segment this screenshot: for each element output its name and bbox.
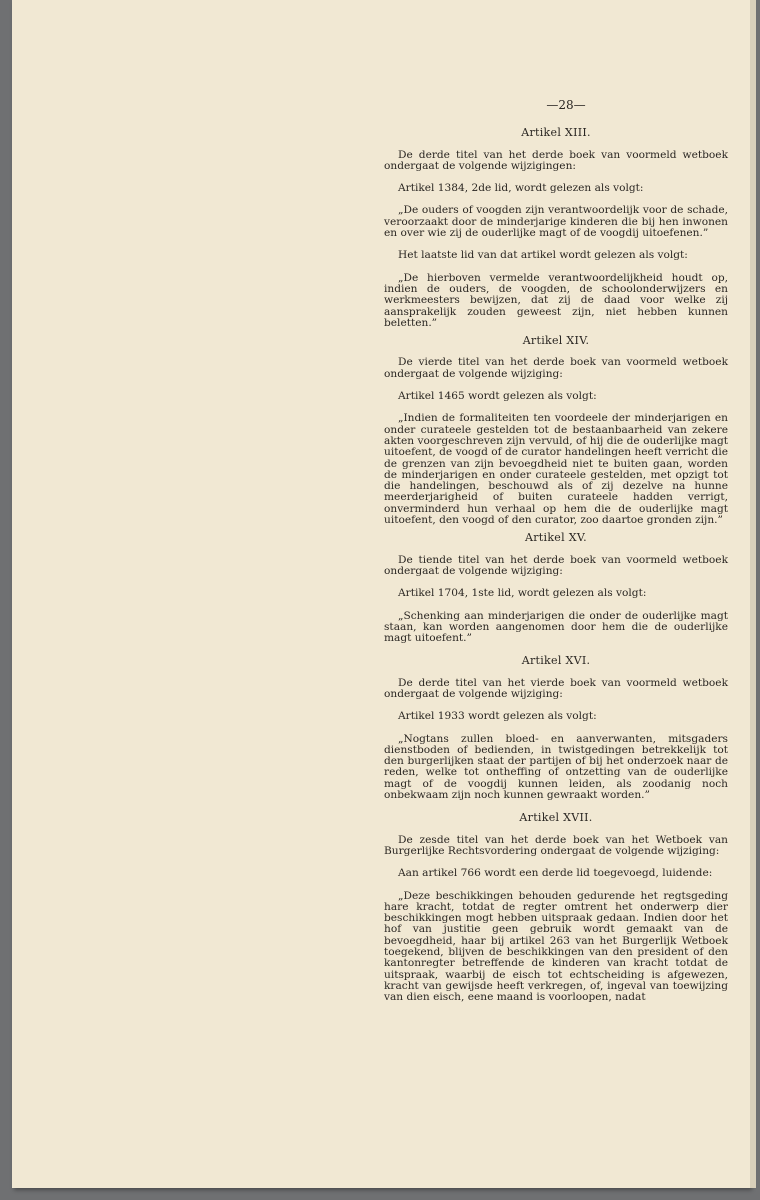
page-number: —28—: [546, 98, 586, 112]
article-heading: Artikel XIII.: [521, 126, 591, 140]
paragraph: Het laatste lid van dat artikel wordt gelezen als volgt:: [398, 249, 688, 262]
paragraph: De zesde titel van het derde boek van het Wetboek van Burgerlijke Rechtsvordering ondergaat de volgende wijziging:: [384, 833, 728, 857]
paragraph: Artikel 1933 wordt gelezen als volgt:: [398, 710, 597, 723]
quoted-text: „Indien de formaliteiten ten voordeele der minderjarigen en onder curateele gestelden tot de bestaanbaarheid van zekere akten voorgeschreven zijn vervuld, of hij die de ouderlijke magt uitoefent, de voogd of de curator handelingen heeft verricht die de grenzen van zijn bevoegdheid niet te buiten gaan, worden de minderjarigen en onder curateele gestelden, met opzigt tot die handelingen, beschouwd als of zij dezelve na hunne meerderjarigheid of buiten curateele hadden verrigt, onverminderd hun verhaal op hem die de ouderlijke magt uitoefent, den voogd of den curator, zoo daartoe gronden zijn.”: [384, 412, 728, 527]
paragraph: De derde titel van het derde boek van voormeld wetboek ondergaat de volgende wijzigingen:: [384, 148, 728, 172]
document-page: [12, 0, 750, 1188]
paragraph: De vierde titel van het derde boek van voormeld wetboek ondergaat de volgende wijziging:: [384, 356, 728, 380]
paragraph: Artikel 1465 wordt gelezen als volgt:: [398, 390, 597, 403]
paragraph: Artikel 1384, 2de lid, wordt gelezen als volgt:: [398, 182, 644, 195]
paragraph: Aan artikel 766 wordt een derde lid toegevoegd, luidende:: [398, 867, 713, 880]
paragraph: De derde titel van het vierde boek van voormeld wetboek ondergaat de volgende wijziging:: [384, 676, 728, 700]
article-heading: Artikel XVII.: [519, 811, 593, 825]
page-edge: [750, 0, 756, 1188]
paragraph: De tiende titel van het derde boek van voormeld wetboek ondergaat de volgende wijziging:: [384, 553, 728, 577]
article-heading: Artikel XVI.: [521, 654, 591, 668]
article-heading: Artikel XV.: [525, 531, 587, 545]
quoted-text: „Schenking aan minderjarigen die onder de ouderlijke magt staan, kan worden aangenomen door hem die de ouderlijke magt uitoefent.”: [384, 609, 728, 645]
article-heading: Artikel XIV.: [522, 334, 590, 348]
quoted-text: „Deze beschikkingen behouden gedurende het regtsgeding hare kracht, totdat de regter omtrent het onderwerp dier beschikkingen mogt hebben uitspraak gedaan. Indien door het hof van justitie geen gebruik wordt gemaakt van de bevoegdheid, haar bij artikel 263 van het Burgerlijk Wetboek toegekend, blijven de beschikkingen van den president of den kantonregter betreffende de kinderen van kracht totdat de uitspraak, waarbij de eisch tot echtscheiding is afgewezen, kracht van gewijsde heeft verkregen, of, ingeval van toewijzing van dien eisch, eene maand is voorloopen, nadat: [384, 889, 728, 1004]
text-column: [384, 100, 728, 1015]
paragraph: Artikel 1704, 1ste lid, wordt gelezen als volgt:: [398, 587, 647, 600]
quoted-text: „De hierboven vermelde verantwoordelijkheid houdt op, indien de ouders, de voogden, de schoolonderwijzers en werkmeesters bewijzen, dat zij de daad voor welke zij aansprakelijk zouden geweest zijn, niet hebben kunnen beletten.”: [384, 271, 728, 329]
quoted-text: „De ouders of voogden zijn verantwoordelijk voor de schade, veroorzaakt door de minderjarige kinderen die bij hen inwonen en over wie zij de ouderlijke magt of de voogdij uitoefenen.”: [384, 204, 728, 240]
quoted-text: „Nogtans zullen bloed- en aanverwanten, mitsgaders dienstboden of bedienden, in twistgedingen betrekkelijk tot den burgerlijken staat der partijen of bij het onderzoek naar de reden, welke tot ontheffing of ontzetting van de ouderlijke magt of de voogdij kunnen leiden, als zoodanig noch onbekwaam zijn noch kunnen gewraakt worden.”: [384, 732, 728, 802]
